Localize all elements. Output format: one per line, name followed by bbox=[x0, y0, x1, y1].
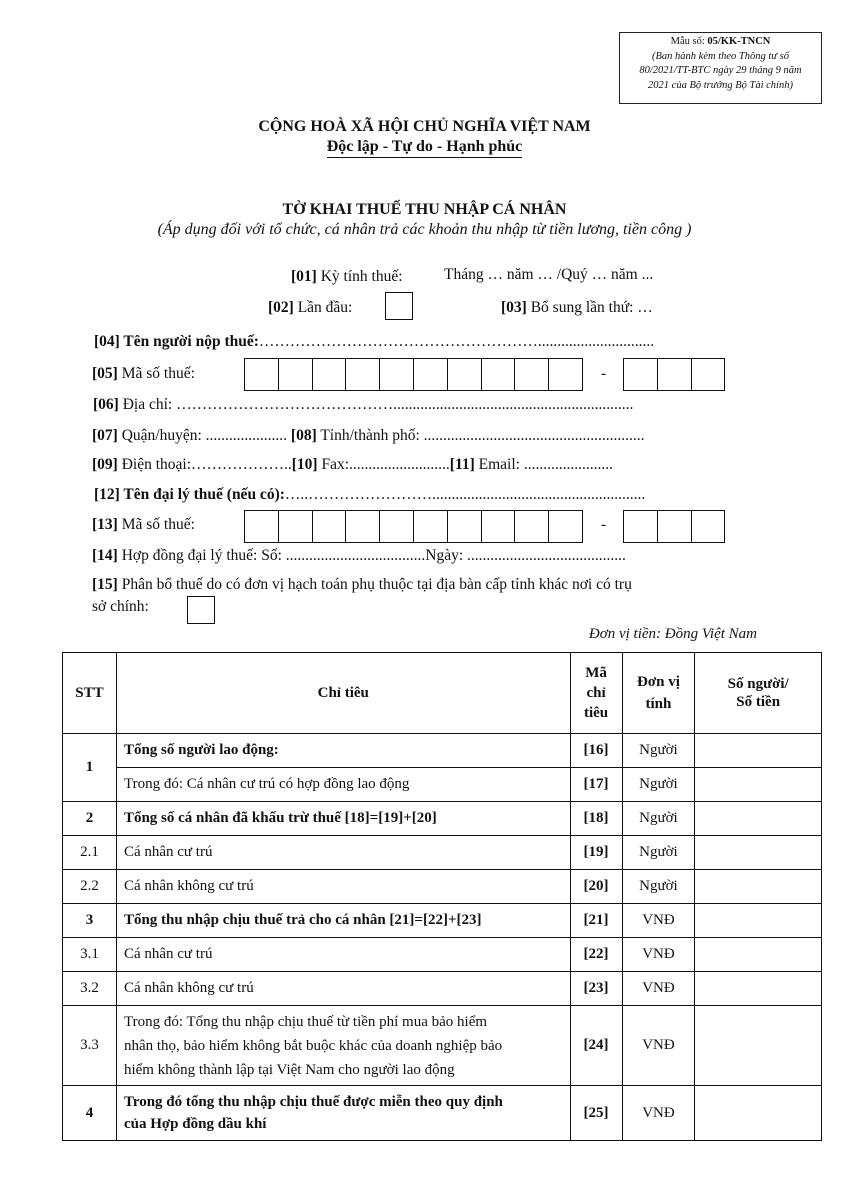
taxpayer-tin-boxes[interactable] bbox=[244, 358, 583, 391]
row-value-cell[interactable] bbox=[695, 1006, 822, 1086]
tin-digit-box[interactable] bbox=[623, 358, 658, 391]
field-tax-allocation-cont: sở chính: bbox=[92, 598, 149, 615]
col-header-code bbox=[570, 653, 622, 734]
first-time-checkbox[interactable] bbox=[385, 292, 413, 320]
row-label: Cá nhân cư trú bbox=[116, 836, 570, 870]
tin-digit-box[interactable] bbox=[447, 358, 482, 391]
tin-digit-box[interactable] bbox=[481, 510, 516, 543]
field-label: Tên đại lý thuế (nếu có): bbox=[119, 486, 285, 503]
row-code: [21] bbox=[570, 904, 622, 938]
field-code: [13] bbox=[92, 516, 118, 533]
motto bbox=[0, 138, 849, 156]
row-unit: VNĐ bbox=[622, 938, 695, 972]
form-code-prefix: Mẫu số: bbox=[670, 36, 708, 47]
tin-digit-box[interactable] bbox=[379, 510, 414, 543]
form-legal-line-1: (Ban hành kèm theo Thông tư số bbox=[652, 50, 789, 62]
motto-text: Độc lập - Tự do - Hạnh phúc bbox=[327, 138, 523, 158]
col-header-indicator: Chỉ tiêu bbox=[116, 653, 570, 734]
row-label: Tổng số người lao động: bbox=[116, 734, 570, 768]
table-row bbox=[63, 938, 822, 972]
document-subtitle: (Áp dụng đối với tổ chức, cá nhân trả các khoản thu nhập từ tiền lương, tiền công ) bbox=[157, 221, 692, 238]
field-label: Fax:.......................... bbox=[317, 456, 450, 473]
row-stt: 2 bbox=[63, 802, 117, 836]
row-code: [17] bbox=[570, 768, 622, 802]
row-label: Cá nhân không cư trú bbox=[116, 972, 570, 1006]
row-value-cell[interactable] bbox=[695, 768, 822, 802]
row-label: Tổng thu nhập chịu thuế trả cho cá nhân [21]=[22]+[23] bbox=[116, 904, 570, 938]
form-code bbox=[620, 35, 821, 50]
row-value-cell[interactable] bbox=[695, 972, 822, 1006]
field-label: Điện thoại:……………….. bbox=[117, 456, 292, 473]
field-code: [10] bbox=[291, 456, 318, 473]
tin-digit-box[interactable] bbox=[657, 358, 692, 391]
row-code: [19] bbox=[570, 836, 622, 870]
table-row bbox=[63, 1006, 822, 1086]
row-unit: Người bbox=[622, 768, 695, 802]
tin-digit-box[interactable] bbox=[691, 510, 726, 543]
field-label: Kỳ tính thuế: bbox=[316, 268, 403, 285]
taxpayer-tin-suffix-boxes[interactable] bbox=[623, 358, 725, 391]
col-header-value bbox=[695, 653, 822, 734]
row-stt: 2.1 bbox=[63, 836, 117, 870]
tin-digit-box[interactable] bbox=[447, 510, 482, 543]
row-label: Trong đó: Cá nhân cư trú có hợp đồng lao động bbox=[116, 768, 570, 802]
tax-period-value[interactable]: Tháng … năm … /Quý … năm ... bbox=[444, 266, 654, 283]
field-code: [06] bbox=[93, 396, 119, 413]
nation-title: CỘNG HOÀ XÃ HỘI CHỦ NGHĨA VIỆT NAM bbox=[258, 118, 591, 135]
row-code: [16] bbox=[570, 734, 622, 768]
table-row bbox=[63, 904, 822, 938]
row-value-cell[interactable] bbox=[695, 734, 822, 768]
tin-digit-box[interactable] bbox=[345, 510, 380, 543]
tin-digit-box[interactable] bbox=[278, 510, 313, 543]
row-stt: 3.2 bbox=[63, 972, 117, 1006]
col-header-unit-line: Đơn vị bbox=[636, 674, 680, 690]
field-tax-period bbox=[291, 268, 403, 286]
row-label bbox=[116, 1086, 570, 1141]
tin-digit-box[interactable] bbox=[514, 358, 549, 391]
tin-digit-box[interactable] bbox=[413, 358, 448, 391]
table-row bbox=[63, 768, 822, 802]
row-stt: 4 bbox=[63, 1086, 117, 1141]
field-code: [05] bbox=[92, 365, 118, 382]
field-code: [07] bbox=[92, 427, 118, 444]
row-unit: VNĐ bbox=[622, 1086, 695, 1141]
field-code: [15] bbox=[92, 576, 118, 593]
col-header-value-line: Số tiền bbox=[736, 694, 781, 710]
field-code: [02] bbox=[268, 299, 294, 316]
field-label: Mã số thuế: bbox=[117, 365, 195, 382]
field-code: [11] bbox=[449, 456, 475, 473]
indicator-table bbox=[62, 652, 822, 1141]
field-label: Quận/huyện: ..................... bbox=[117, 427, 291, 444]
field-fill-dots: …..……………………....................................................... bbox=[284, 486, 646, 503]
row-value-cell[interactable] bbox=[695, 904, 822, 938]
tin-digit-box[interactable] bbox=[657, 510, 692, 543]
field-label: Mã số thuế: bbox=[117, 516, 195, 533]
row-label-line: nhân thọ, bảo hiểm không bắt buộc khác của doanh nghiệp bảo bbox=[123, 1037, 503, 1054]
row-label: Cá nhân không cư trú bbox=[116, 870, 570, 904]
form-legal-line-2: 80/2021/TT-BTC ngày 29 tháng 9 năm bbox=[639, 65, 802, 77]
document-title: TỜ KHAI THUẾ THU NHẬP CÁ NHÂN bbox=[282, 201, 567, 218]
row-stt: 3.3 bbox=[63, 1006, 117, 1086]
field-supplement[interactable] bbox=[501, 299, 653, 317]
field-code: [08] bbox=[290, 427, 317, 444]
tin-digit-box[interactable] bbox=[691, 358, 726, 391]
tin-digit-box[interactable] bbox=[379, 358, 414, 391]
tin-digit-box[interactable] bbox=[278, 358, 313, 391]
tin-separator: - bbox=[601, 516, 607, 533]
tin-digit-box[interactable] bbox=[623, 510, 658, 543]
row-label-line: Trong đó: Tổng thu nhập chịu thuế từ tiền phí mua bảo hiểm bbox=[123, 1013, 488, 1030]
row-stt: 3.1 bbox=[63, 938, 117, 972]
row-value-cell[interactable] bbox=[695, 938, 822, 972]
row-unit: VNĐ bbox=[622, 1006, 695, 1086]
row-code: [23] bbox=[570, 972, 622, 1006]
tin-digit-box[interactable] bbox=[548, 358, 583, 391]
field-code: [03] bbox=[501, 299, 527, 316]
currency-note: Đơn vị tiền: Đồng Việt Nam bbox=[588, 626, 757, 642]
tin-digit-box[interactable] bbox=[312, 510, 347, 543]
row-value-cell[interactable] bbox=[695, 1086, 822, 1141]
tin-separator: - bbox=[601, 365, 607, 382]
field-tax-agent-name[interactable] bbox=[94, 486, 645, 504]
tin-digit-box[interactable] bbox=[345, 358, 380, 391]
field-label: Bổ sung lần thứ: … bbox=[526, 299, 653, 316]
field-label: Tên người nộp thuế: bbox=[119, 333, 259, 350]
table-row bbox=[63, 972, 822, 1006]
row-label-line: hiểm không thành lập tại Việt Nam cho người lao động bbox=[123, 1061, 455, 1078]
tin-digit-box[interactable] bbox=[413, 510, 448, 543]
row-stt: 2.2 bbox=[63, 870, 117, 904]
field-taxpayer-tin bbox=[92, 365, 195, 383]
form-code-box bbox=[619, 32, 822, 104]
row-unit: Người bbox=[622, 870, 695, 904]
row-value-cell[interactable] bbox=[695, 870, 822, 904]
row-code: [22] bbox=[570, 938, 622, 972]
field-label: Email: ....................... bbox=[474, 456, 613, 473]
tin-digit-box[interactable] bbox=[481, 358, 516, 391]
row-stt: 3 bbox=[63, 904, 117, 938]
field-label: Tỉnh/thành phố: ......................................................... bbox=[316, 427, 645, 444]
col-header-value-line: Số người/ bbox=[727, 676, 789, 692]
field-label: Phân bổ thuế do có đơn vị hạch toán phụ thuộc tại địa bàn cấp tỉnh khác nơi có trụ bbox=[117, 576, 632, 593]
row-label-line: của Hợp đồng dầu khí bbox=[123, 1116, 267, 1132]
col-header-unit bbox=[622, 653, 695, 734]
row-code: [25] bbox=[570, 1086, 622, 1141]
row-unit: Người bbox=[622, 802, 695, 836]
field-first-time bbox=[268, 299, 352, 317]
row-unit: VNĐ bbox=[622, 904, 695, 938]
tin-digit-box[interactable] bbox=[312, 358, 347, 391]
form-legal-line-3: 2021 của Bộ trưởng Bộ Tài chính) bbox=[648, 79, 793, 91]
table-row bbox=[63, 836, 822, 870]
col-header-code-line: chỉ bbox=[586, 685, 606, 701]
field-label: Địa chỉ: …………………………………….............................................................. bbox=[118, 396, 634, 413]
row-code: [24] bbox=[570, 1006, 622, 1086]
col-header-code-line: tiêu bbox=[583, 705, 609, 721]
field-district-province[interactable] bbox=[92, 427, 645, 445]
field-label: Hợp đồng đại lý thuế: Số: ....................................Ngày: ......................................... bbox=[117, 547, 626, 564]
row-unit: Người bbox=[622, 836, 695, 870]
row-unit: Người bbox=[622, 734, 695, 768]
col-header-code-line: Mã bbox=[585, 665, 607, 681]
row-value-cell[interactable] bbox=[695, 836, 822, 870]
field-label: Lần đầu: bbox=[293, 299, 353, 316]
agent-tin-boxes[interactable] bbox=[244, 510, 583, 543]
col-header-stt: STT bbox=[63, 653, 117, 734]
tin-digit-box[interactable] bbox=[244, 358, 279, 391]
field-code: [12] bbox=[94, 486, 120, 503]
field-fill-dots: ……………………………………………….............................. bbox=[258, 333, 655, 350]
field-code: [01] bbox=[291, 268, 317, 285]
row-unit: VNĐ bbox=[622, 972, 695, 1006]
tax-allocation-checkbox[interactable] bbox=[187, 596, 215, 624]
table-header-row bbox=[63, 653, 822, 734]
table-row bbox=[63, 1086, 822, 1141]
row-label: Cá nhân cư trú bbox=[116, 938, 570, 972]
field-address[interactable] bbox=[93, 396, 633, 414]
form-code-value: 05/KK-TNCN bbox=[707, 36, 771, 47]
row-label-line: Trong đó tổng thu nhập chịu thuế được miễn theo quy định bbox=[123, 1094, 503, 1110]
field-code: [09] bbox=[92, 456, 118, 473]
table-row bbox=[63, 870, 822, 904]
table-row bbox=[63, 802, 822, 836]
field-contact[interactable] bbox=[92, 456, 613, 474]
tin-digit-box[interactable] bbox=[514, 510, 549, 543]
row-value-cell[interactable] bbox=[695, 802, 822, 836]
field-code: [04] bbox=[94, 333, 120, 350]
field-taxpayer-name[interactable] bbox=[94, 333, 654, 351]
row-label: Tổng số cá nhân đã khấu trừ thuế [18]=[19]+[20] bbox=[116, 802, 570, 836]
field-agent-contract[interactable] bbox=[92, 547, 626, 565]
tin-digit-box[interactable] bbox=[244, 510, 279, 543]
field-code: [14] bbox=[92, 547, 118, 564]
field-tax-allocation bbox=[92, 576, 632, 594]
row-stt: 1 bbox=[63, 734, 117, 802]
col-header-unit-line: tính bbox=[645, 696, 672, 712]
row-label bbox=[116, 1006, 570, 1086]
agent-tin-suffix-boxes[interactable] bbox=[623, 510, 725, 543]
row-code: [18] bbox=[570, 802, 622, 836]
table-row bbox=[63, 734, 822, 768]
field-agent-tin bbox=[92, 516, 195, 534]
row-code: [20] bbox=[570, 870, 622, 904]
tin-digit-box[interactable] bbox=[548, 510, 583, 543]
